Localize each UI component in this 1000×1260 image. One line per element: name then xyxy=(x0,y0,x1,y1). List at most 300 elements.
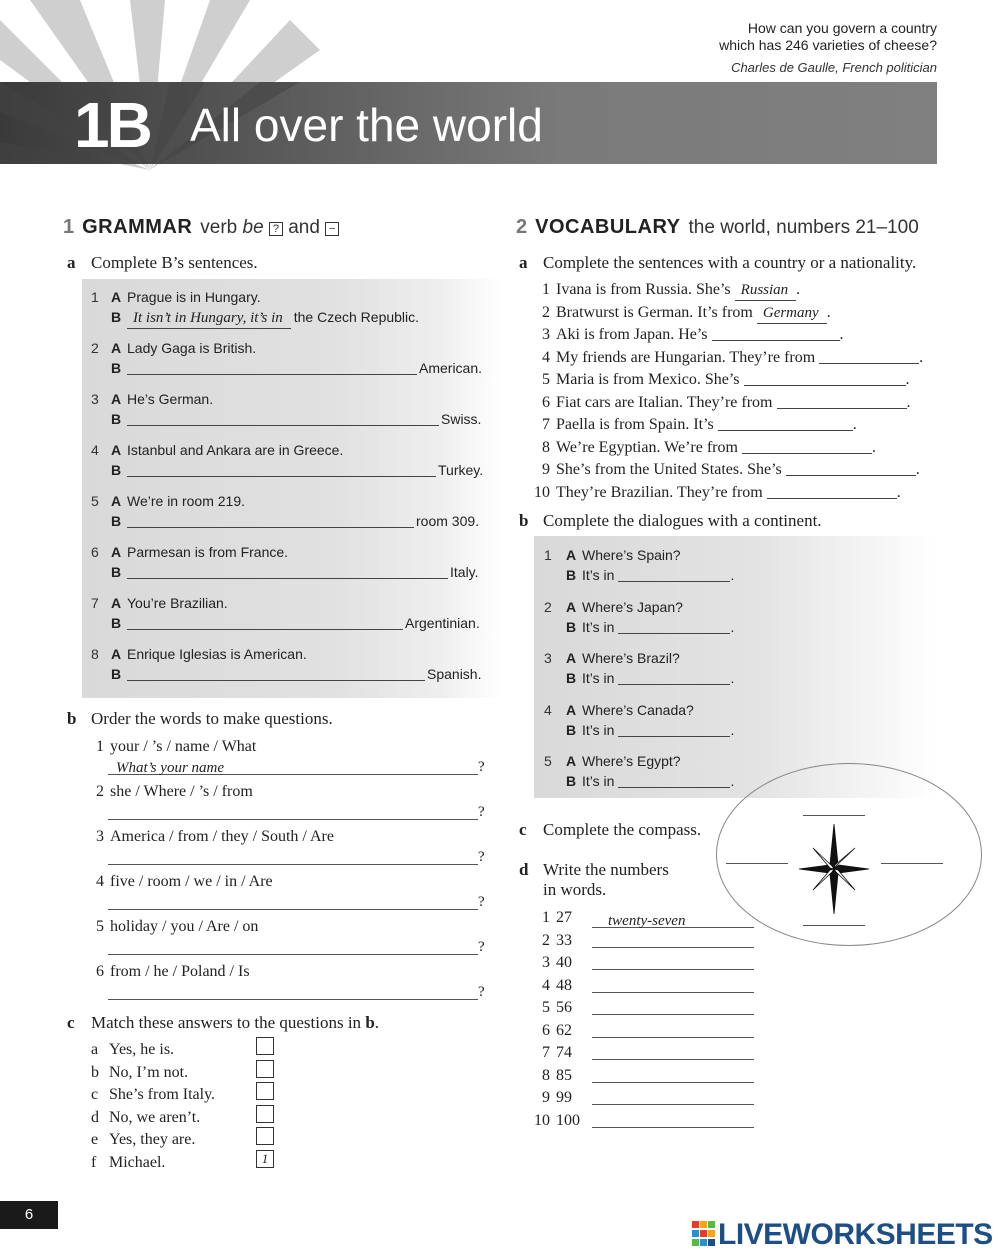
section-name: VOCABULARY xyxy=(535,216,681,238)
number-value: 62 xyxy=(556,1021,572,1039)
answer-blank[interactable] xyxy=(108,804,478,820)
sentence-end: the Czech Republic. xyxy=(293,309,420,325)
match-box[interactable] xyxy=(256,1105,274,1123)
full-stop: . xyxy=(906,393,911,411)
item-number: 4 xyxy=(91,442,99,458)
item-number: 1 xyxy=(544,547,552,563)
item-number: 7 xyxy=(542,416,550,433)
instruction-text-2: in words. xyxy=(543,880,607,899)
instruction-text: Match these answers to the questions in xyxy=(91,1013,362,1032)
quote-line-2: which has 246 varieties of cheese? xyxy=(719,37,937,53)
instruction-text: Order the words to make questions. xyxy=(91,709,333,728)
item-number: 5 xyxy=(544,753,552,769)
match-box[interactable]: 1 xyxy=(256,1150,274,1168)
question-mark: ? xyxy=(478,939,485,955)
full-stop: . xyxy=(730,670,735,686)
item-number: 5 xyxy=(542,371,550,388)
speaker-b-label: B xyxy=(566,618,577,635)
grammar-a-item xyxy=(91,644,486,684)
speaker-b-line xyxy=(91,613,486,633)
item-number: 4 xyxy=(542,976,550,994)
number-value: 85 xyxy=(556,1066,572,1084)
speaker-a-text: Prague is in Hungary. xyxy=(127,289,261,305)
question-mark: ? xyxy=(478,804,485,820)
speaker-b-label: B xyxy=(111,309,122,325)
grammar-b-item xyxy=(86,917,485,957)
item-number: 9 xyxy=(542,461,550,478)
compass-south-blank[interactable] xyxy=(803,925,865,926)
full-stop: . xyxy=(915,461,920,478)
word-prompt: holiday / you / Are / on xyxy=(110,918,259,935)
vocabulary-d-item xyxy=(532,1021,754,1041)
answer-text: No, we aren’t. xyxy=(109,1108,201,1126)
number-value: 100 xyxy=(556,1111,580,1129)
speaker-a-text: Istanbul and Ankara are in Greece. xyxy=(127,442,344,458)
question-mark: ? xyxy=(478,984,485,1000)
answer-blank[interactable] xyxy=(108,984,478,1000)
answer-blank[interactable] xyxy=(127,463,436,477)
sentence-end: Argentinian. xyxy=(405,615,480,631)
item-number: 2 xyxy=(96,783,104,800)
speaker-b-line xyxy=(91,511,486,531)
full-stop: . xyxy=(919,348,924,366)
vocabulary-a-item xyxy=(532,348,923,368)
grammar-a-item xyxy=(91,287,486,329)
full-stop: . xyxy=(730,567,735,583)
sentence-text: They’re Brazilian. They’re from xyxy=(556,483,763,501)
match-box[interactable] xyxy=(256,1037,274,1055)
speaker-a-text: Where’s Spain? xyxy=(582,547,681,563)
instruction-text: Write the numbers xyxy=(543,860,669,879)
answer-blank[interactable] xyxy=(618,620,730,634)
sentence-end: American. xyxy=(419,360,483,376)
answer-blank[interactable] xyxy=(592,1021,754,1038)
instruction-text: Complete B’s sentences. xyxy=(91,253,258,272)
item-number: 3 xyxy=(544,650,552,666)
answer-blank[interactable] xyxy=(127,361,417,375)
word-prompt: from / he / Poland / Is xyxy=(110,963,250,980)
vocabulary-d-item xyxy=(532,908,754,928)
page-title: All over the world xyxy=(190,99,543,151)
speaker-a-line xyxy=(91,440,486,460)
word-prompt: your / ’s / name / What xyxy=(110,738,257,755)
answer-blank[interactable] xyxy=(127,667,425,681)
speaker-b-text: It’s in xyxy=(582,670,615,686)
grammar-b-item xyxy=(86,962,485,1002)
full-stop: . xyxy=(796,281,801,298)
grammar-heading xyxy=(63,216,339,239)
grammar-a-item xyxy=(91,389,486,429)
question-mark: ? xyxy=(478,849,485,865)
example-answer[interactable]: Russian xyxy=(735,280,797,301)
vocabulary-d-item xyxy=(532,953,754,973)
quote-author: Charles de Gaulle, French politician xyxy=(731,60,937,75)
vocabulary-d-item xyxy=(532,1043,754,1063)
answer-blank[interactable] xyxy=(592,1111,754,1128)
answer-blank[interactable] xyxy=(592,1088,754,1105)
grammar-b-instruction xyxy=(67,709,333,729)
speaker-a-label: A xyxy=(566,650,577,666)
sentence-text: We’re Egyptian. We’re from xyxy=(556,438,738,456)
speaker-b-line xyxy=(91,409,486,429)
speaker-a-label: A xyxy=(566,701,577,718)
speaker-a-text: Where’s Japan? xyxy=(582,598,683,615)
vocabulary-d-instruction xyxy=(519,860,669,900)
sentence-text: My friends are Hungarian. They’re from xyxy=(556,348,816,366)
grammar-a-item xyxy=(91,338,486,378)
item-number: 8 xyxy=(542,1066,550,1084)
speaker-a-text: Where’s Brazil? xyxy=(582,650,680,666)
instruction-text: Complete the dialogues with a continent. xyxy=(543,511,822,530)
vocabulary-b-item xyxy=(544,751,734,791)
exercise-letter: a xyxy=(519,253,528,272)
answer-text: She’s from Italy. xyxy=(109,1086,216,1103)
exercise-letter: c xyxy=(519,820,527,839)
speaker-b-text: It’s in xyxy=(582,567,615,583)
subtitle-be: be xyxy=(242,217,264,238)
vocabulary-heading xyxy=(516,216,919,239)
grammar-c-item xyxy=(91,1130,195,1150)
vocabulary-b-item xyxy=(544,700,734,740)
vocabulary-a-item xyxy=(532,415,857,435)
speaker-a-text: He’s German. xyxy=(127,391,214,407)
vocabulary-d-item xyxy=(532,1111,754,1131)
item-letter: a xyxy=(91,1041,99,1058)
speaker-a-label: A xyxy=(111,493,122,509)
item-letter: e xyxy=(91,1131,99,1148)
item-number: 4 xyxy=(542,348,550,366)
answer-blank[interactable] xyxy=(592,911,754,928)
item-number: 1 xyxy=(91,289,99,305)
full-stop: . xyxy=(896,483,901,501)
exercise-letter: d xyxy=(519,860,529,879)
answer-blank[interactable] xyxy=(592,998,754,1015)
grammar-a-item xyxy=(91,491,486,531)
word-prompt: five / room / we / in / Are xyxy=(110,873,273,890)
speaker-b-line xyxy=(91,307,486,329)
word-prompt: America / from / they / South / Are xyxy=(110,828,334,845)
item-number: 6 xyxy=(542,393,550,411)
speaker-b-label: B xyxy=(111,513,122,529)
sentence-end: Turkey. xyxy=(438,462,484,478)
number-value: 33 xyxy=(556,931,572,949)
answer-blank[interactable] xyxy=(618,568,730,582)
speaker-b-label: B xyxy=(111,615,122,631)
sentence-text: Fiat cars are Italian. They’re from xyxy=(556,393,773,411)
speaker-a-text: You’re Brazilian. xyxy=(127,595,228,611)
compass-east-blank[interactable] xyxy=(881,863,943,864)
speaker-b-label: B xyxy=(566,721,577,738)
answer-blank[interactable] xyxy=(127,412,439,426)
answer-blank[interactable] xyxy=(592,1066,754,1083)
vocabulary-a-item xyxy=(532,325,844,345)
answer-blank[interactable] xyxy=(127,514,414,528)
speaker-a-text: Parmesan is from France. xyxy=(127,544,289,560)
example-answer: twenty-seven xyxy=(608,913,686,929)
answer-blank[interactable] xyxy=(592,1043,754,1060)
answer-blank[interactable] xyxy=(744,372,906,386)
item-number: 7 xyxy=(91,595,99,611)
speaker-b-text: It’s in xyxy=(582,618,615,635)
vocabulary-b-instruction xyxy=(519,511,822,531)
speaker-a-line xyxy=(91,593,486,613)
speaker-a-text: Lady Gaga is British. xyxy=(127,340,257,356)
compass-west-blank[interactable] xyxy=(726,863,788,864)
speaker-a-label: A xyxy=(111,646,122,662)
number-value: 40 xyxy=(556,954,572,971)
word-prompt: she / Where / ’s / from xyxy=(110,783,253,800)
exercise-letter: c xyxy=(67,1013,75,1032)
full-stop: . xyxy=(730,618,735,635)
speaker-a-line xyxy=(91,338,486,358)
vocabulary-b-item xyxy=(544,545,734,585)
instruction-post: . xyxy=(374,1013,380,1032)
item-number: 3 xyxy=(96,828,104,845)
speaker-b-label: B xyxy=(566,567,577,583)
sentence-end: Swiss. xyxy=(441,411,482,427)
grammar-c-item xyxy=(91,1063,188,1083)
speaker-b-label: B xyxy=(111,411,122,427)
grammar-c-item xyxy=(91,1040,174,1060)
number-value: 74 xyxy=(556,1044,572,1061)
example-answer: What’s your name xyxy=(116,760,225,776)
compass-north-blank[interactable] xyxy=(803,815,865,816)
item-letter: b xyxy=(91,1063,99,1081)
question-box-icon: ? xyxy=(269,222,283,236)
match-box[interactable] xyxy=(256,1127,274,1145)
item-number: 1 xyxy=(96,738,104,755)
speaker-a-label: A xyxy=(111,442,122,458)
answer-blank[interactable] xyxy=(127,616,403,630)
answer-text: Yes, they are. xyxy=(109,1131,196,1148)
answer-blank[interactable] xyxy=(618,671,730,685)
grammar-b-item xyxy=(86,872,485,912)
vocabulary-a-item xyxy=(532,303,831,324)
answer-blank[interactable] xyxy=(618,774,730,788)
answer-blank[interactable] xyxy=(777,395,907,409)
sentence-end: Italy. xyxy=(450,564,479,580)
item-number: 1 xyxy=(542,281,550,298)
speaker-b-label: B xyxy=(566,670,577,686)
number-value: 56 xyxy=(556,999,572,1016)
answer-blank[interactable] xyxy=(618,723,730,737)
vocabulary-a-item xyxy=(532,370,910,390)
unit-number: 1B xyxy=(74,89,150,161)
subtitle-verb: verb xyxy=(200,217,238,238)
speaker-b-line xyxy=(91,664,486,684)
item-number: 2 xyxy=(91,340,99,356)
vocabulary-b-item xyxy=(544,597,734,637)
instruction-text: Complete the sentences with a country or a nationality. xyxy=(543,253,917,272)
speaker-b-label: B xyxy=(111,360,122,376)
speaker-b-label: B xyxy=(111,462,122,478)
answer-blank[interactable] xyxy=(786,462,916,476)
answer-blank[interactable] xyxy=(108,894,478,910)
number-value: 99 xyxy=(556,1089,572,1106)
vocabulary-d-item xyxy=(532,1088,754,1108)
liveworksheets-logo[interactable] xyxy=(692,1218,993,1252)
item-number: 6 xyxy=(542,1021,550,1039)
answer-blank[interactable] xyxy=(712,327,840,341)
vocabulary-d-item xyxy=(532,1066,754,1086)
speaker-a-label: A xyxy=(111,391,122,407)
brand-text: LIVEWORKSHEETS xyxy=(718,1218,993,1251)
grammar-a-item xyxy=(91,440,486,480)
speaker-b-label: B xyxy=(111,666,122,682)
grammar-c-item xyxy=(91,1085,215,1105)
speaker-b-label: B xyxy=(111,564,122,580)
speaker-a-line xyxy=(91,542,486,562)
speaker-a-text: We’re in room 219. xyxy=(127,493,246,509)
speaker-a-label: A xyxy=(566,753,577,769)
item-number: 1 xyxy=(542,909,550,926)
match-box[interactable] xyxy=(256,1082,274,1100)
answer-blank[interactable] xyxy=(108,759,478,775)
item-number: 2 xyxy=(542,931,550,949)
section-number: 1 xyxy=(63,216,75,238)
instruction-bold: b xyxy=(365,1013,375,1032)
answer-blank[interactable] xyxy=(819,350,919,364)
vocabulary-d-item xyxy=(532,931,754,951)
item-number: 6 xyxy=(96,963,104,980)
item-number: 5 xyxy=(542,999,550,1016)
section-name: GRAMMAR xyxy=(82,216,193,238)
number-value: 27 xyxy=(556,909,572,926)
speaker-b-line xyxy=(91,460,486,480)
full-stop: . xyxy=(826,303,831,321)
full-stop: . xyxy=(905,371,910,388)
speaker-a-text: Where’s Egypt? xyxy=(582,753,681,769)
vocabulary-a-instruction xyxy=(519,253,916,273)
vocabulary-c-instruction xyxy=(519,820,701,840)
answer-blank[interactable] xyxy=(767,485,897,499)
quote-line-1: How can you govern a country xyxy=(747,20,937,36)
example-answer[interactable]: Germany xyxy=(757,303,827,324)
speaker-a-text: Enrique Iglesias is American. xyxy=(127,646,307,662)
full-stop: . xyxy=(839,326,844,343)
section-subtitle xyxy=(200,217,339,238)
item-number: 6 xyxy=(91,544,99,560)
grammar-a-item xyxy=(91,593,486,633)
item-letter: d xyxy=(91,1108,99,1126)
sentence-text: Bratwurst is German. It’s from xyxy=(556,303,753,321)
item-number: 5 xyxy=(91,493,99,509)
sentence-text: Ivana is from Russia. She’s xyxy=(556,281,731,298)
minus-box-icon: − xyxy=(325,222,339,236)
speaker-a-line xyxy=(91,389,486,409)
item-number: 3 xyxy=(542,954,550,971)
item-number: 2 xyxy=(544,598,552,615)
item-letter: c xyxy=(91,1086,99,1103)
item-number: 4 xyxy=(96,873,104,890)
answer-blank[interactable] xyxy=(592,953,754,970)
grammar-a-instruction xyxy=(67,253,258,273)
full-stop: . xyxy=(852,416,857,433)
item-number: 4 xyxy=(544,701,552,718)
instruction-text: Complete the compass. xyxy=(543,820,702,839)
item-number: 3 xyxy=(542,326,550,343)
number-value: 48 xyxy=(556,976,572,994)
full-stop: . xyxy=(871,438,876,456)
answer-blank[interactable] xyxy=(108,849,478,865)
subtitle-and: and xyxy=(288,217,320,238)
item-number: 8 xyxy=(542,438,550,456)
item-number: 9 xyxy=(542,1089,550,1106)
answer-blank[interactable] xyxy=(718,417,853,431)
exercise-letter: b xyxy=(519,511,529,530)
vocabulary-b-item xyxy=(544,648,734,688)
speaker-b-label: B xyxy=(566,773,577,789)
vocabulary-d-item xyxy=(532,976,754,996)
speaker-a-text: Where’s Canada? xyxy=(582,701,694,718)
question-mark: ? xyxy=(478,894,485,910)
speaker-a-label: A xyxy=(566,598,577,615)
answer-blank[interactable] xyxy=(742,440,872,454)
liveworksheets-icon xyxy=(692,1221,716,1247)
grammar-c-item xyxy=(91,1108,200,1128)
grammar-b-item xyxy=(86,827,485,867)
speaker-a-line xyxy=(91,287,486,307)
section-number: 2 xyxy=(516,216,528,238)
vocabulary-a-item xyxy=(532,393,911,413)
answer-blank[interactable] xyxy=(127,565,448,579)
full-stop: . xyxy=(730,721,735,738)
full-stop: . xyxy=(730,773,735,789)
sentence-text: She’s from the United States. She’s xyxy=(556,461,782,478)
answer-text: Yes, he is. xyxy=(109,1041,175,1058)
item-number: 10 xyxy=(534,1111,550,1129)
speaker-b-text: It’s in xyxy=(582,721,615,738)
compass-star-icon xyxy=(799,824,869,914)
sentence-end: Spanish. xyxy=(427,666,482,682)
speaker-b-text: It’s in xyxy=(582,773,615,789)
item-number: 7 xyxy=(542,1044,550,1061)
speaker-a-label: A xyxy=(111,544,122,560)
sentence-text: Aki is from Japan. He’s xyxy=(556,326,708,343)
speaker-a-label: A xyxy=(566,547,577,563)
answer-blank[interactable] xyxy=(108,939,478,955)
vocabulary-a-item xyxy=(532,438,876,458)
speaker-b-line xyxy=(91,358,486,378)
section-subtitle: the world, numbers 21–100 xyxy=(688,217,919,238)
quote xyxy=(719,20,937,54)
speaker-a-line xyxy=(91,644,486,664)
sentence-text: Maria is from Mexico. She’s xyxy=(556,371,740,388)
speaker-a-label: A xyxy=(111,289,122,305)
example-answer[interactable]: It isn’t in Hungary, it’s in xyxy=(127,308,291,329)
answer-blank[interactable] xyxy=(592,976,754,993)
match-box[interactable] xyxy=(256,1060,274,1078)
item-number: 10 xyxy=(534,483,550,501)
speaker-a-label: A xyxy=(111,340,122,356)
speaker-a-label: A xyxy=(111,595,122,611)
speaker-a-line xyxy=(91,491,486,511)
answer-text: No, I’m not. xyxy=(109,1063,189,1081)
vocabulary-a-item xyxy=(532,483,901,503)
item-number: 5 xyxy=(96,918,104,935)
answer-blank[interactable] xyxy=(592,931,754,948)
exercise-letter: b xyxy=(67,709,77,728)
exercise-letter: a xyxy=(67,253,76,272)
vocabulary-a-item xyxy=(532,460,920,480)
item-letter: f xyxy=(91,1153,97,1171)
sentence-text: Paella is from Spain. It’s xyxy=(556,416,714,433)
grammar-a-item xyxy=(91,542,486,582)
grammar-b-item xyxy=(86,737,485,777)
item-number: 2 xyxy=(542,303,550,321)
grammar-c-item xyxy=(91,1153,165,1173)
answer-text: Michael. xyxy=(109,1153,166,1171)
